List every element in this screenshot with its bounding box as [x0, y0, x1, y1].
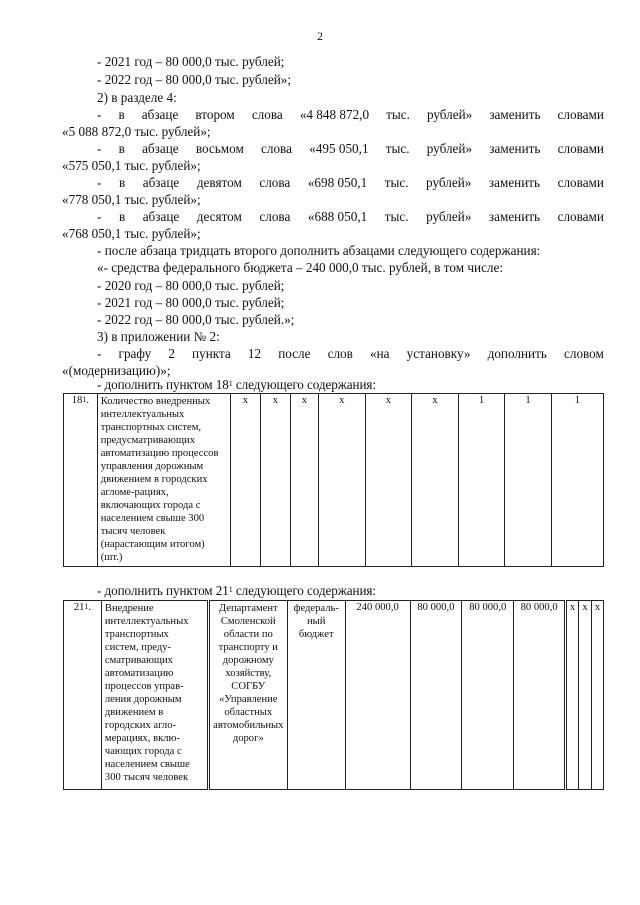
text-line: 3) в приложении № 2:: [97, 329, 220, 344]
word: 2: [168, 346, 175, 361]
text-line: 2) в разделе 4:: [97, 90, 177, 105]
measure-name: Внедрение интеллектуальных транспортных систем, преду-сматривающих автоматизацию процессов управ-ления дорожным движением в городских агло-мерациях, вклю-чающих города с населением свыше 300 тысяч человек: [101, 601, 208, 790]
text-line: «5 088 872,0 тыс. рублей»;: [62, 124, 211, 139]
word: десятом: [196, 209, 242, 224]
word: слова: [259, 209, 291, 224]
word: -: [97, 209, 102, 224]
indicator-name: Количество внедренных интеллектуальных транспортных систем, предусматривающих автоматизацию процессов управления дорожным движением в городских агломе-рациях, включающих города с населением свыше 300 тысяч человек (нарастающим итогом) (шт.): [97, 394, 230, 567]
year-2022-cell: 80 000,0: [514, 601, 566, 790]
word: словом: [564, 346, 604, 361]
text-line: - 2021 год – 80 000,0 тыс. рублей;: [97, 54, 285, 69]
word: тыс.: [386, 107, 410, 122]
heading-text: - дополнить пунктом 21: [97, 583, 229, 598]
word: абзаце: [142, 175, 180, 190]
table-cell: х: [566, 601, 579, 790]
word: в: [118, 107, 125, 122]
word: рублей»: [426, 175, 472, 190]
text-line: - 2021 год – 80 000,0 тыс. рублей;: [97, 295, 285, 310]
table-cell: х: [319, 394, 366, 567]
word: «на: [370, 346, 390, 361]
word: абзаце: [142, 209, 180, 224]
year-2021-cell: 80 000,0: [462, 601, 514, 790]
text-line: «768 050,1 тыс. рублей»;: [62, 226, 201, 241]
word: словами: [557, 107, 604, 122]
word: 12: [247, 346, 262, 361]
justified-line: [62, 175, 604, 191]
page-number: 2: [317, 29, 323, 43]
word: в: [118, 175, 126, 190]
heading-text: - дополнить пунктом 18: [97, 377, 229, 392]
justified-line: [62, 209, 604, 225]
word: рублей»: [426, 209, 472, 224]
word: -: [97, 346, 102, 361]
word: заменить: [488, 175, 541, 190]
word: словами: [557, 209, 604, 224]
executor-cell: Департамент Смоленской области по транспорту и дорожному хозяйству, СОГБУ «Управление областных автомобильных дорог»: [208, 601, 287, 790]
word: «688 050,1: [307, 209, 368, 224]
word: графу: [118, 346, 152, 361]
table-cell: х: [579, 601, 592, 790]
word: -: [97, 141, 102, 156]
word: словами: [557, 175, 604, 190]
heading-text: следующего содержания:: [232, 583, 376, 598]
justified-line: [62, 107, 604, 123]
text-line: «778 050,1 тыс. рублей»;: [62, 192, 201, 207]
word: заменить: [489, 141, 541, 156]
table-cell: х: [260, 394, 290, 567]
row-number: $18^1$.: [64, 394, 98, 567]
word: слова: [259, 175, 291, 190]
word: пункта: [192, 346, 231, 361]
word: слов: [327, 346, 353, 361]
word: заменить: [488, 209, 541, 224]
word: тыс.: [384, 209, 409, 224]
table-cell: х: [230, 394, 260, 567]
word: заменить: [489, 107, 541, 122]
word: в: [118, 141, 125, 156]
word: абзаце: [142, 141, 179, 156]
text-line: «- средства федерального бюджета – 240 000,0 тыс. рублей, в том числе:: [97, 260, 504, 275]
text-line: «(модернизацию)»;: [62, 363, 171, 378]
table-cell: 1: [505, 394, 552, 567]
word: втором: [195, 107, 235, 122]
heading-text: следующего содержания:: [232, 377, 376, 392]
table-cell: х: [591, 601, 603, 790]
row-number: $21^1$.: [64, 601, 102, 790]
word: девятом: [196, 175, 242, 190]
table-row: [64, 601, 604, 790]
word: тыс.: [384, 175, 409, 190]
word: после: [278, 346, 311, 361]
word: рублей»: [426, 141, 473, 156]
word: -: [97, 107, 102, 122]
text-line: - 2022 год – 80 000,0 тыс. рублей.»;: [97, 312, 295, 327]
word: слова: [261, 141, 292, 156]
word: «698 050,1: [307, 175, 368, 190]
superscript: 1: [228, 585, 233, 594]
word: словами: [557, 141, 604, 156]
text-line: - 2022 год – 80 000,0 тыс. рублей»;: [97, 72, 292, 87]
table-cell: 1: [551, 394, 603, 567]
section-heading-18: [97, 377, 376, 393]
text-line: - после абзаца тридцать второго дополнить абзацами следующего содержания:: [97, 243, 541, 258]
table-cell: х: [290, 394, 318, 567]
total-cell: 240 000,0: [345, 601, 410, 790]
section-heading-21: [97, 583, 376, 599]
word: дополнить: [487, 346, 547, 361]
word: в: [118, 209, 126, 224]
text-line: - 2020 год – 80 000,0 тыс. рублей;: [97, 278, 285, 293]
table-item-18: [63, 393, 604, 567]
word: рублей»: [426, 107, 473, 122]
word: абзаце: [141, 107, 179, 122]
word: «495 050,1: [309, 141, 369, 156]
word: установку»: [406, 346, 471, 361]
word: -: [97, 175, 102, 190]
funding-source-cell: федераль-ный бюджет: [287, 601, 345, 790]
year-2020-cell: 80 000,0: [410, 601, 462, 790]
word: тыс.: [385, 141, 410, 156]
word: восьмом: [195, 141, 244, 156]
table-item-21: [63, 600, 604, 790]
text-line: «575 050,1 тыс. рублей»;: [62, 158, 201, 173]
superscript: 1: [228, 379, 233, 388]
word: слова: [251, 107, 283, 122]
justified-line: [62, 346, 604, 362]
table-cell: х: [412, 394, 459, 567]
table-cell: 1: [458, 394, 505, 567]
word: «4 848 872,0: [299, 107, 370, 122]
justified-line: [62, 141, 604, 157]
table-cell: х: [365, 394, 412, 567]
table-row: [64, 394, 604, 567]
